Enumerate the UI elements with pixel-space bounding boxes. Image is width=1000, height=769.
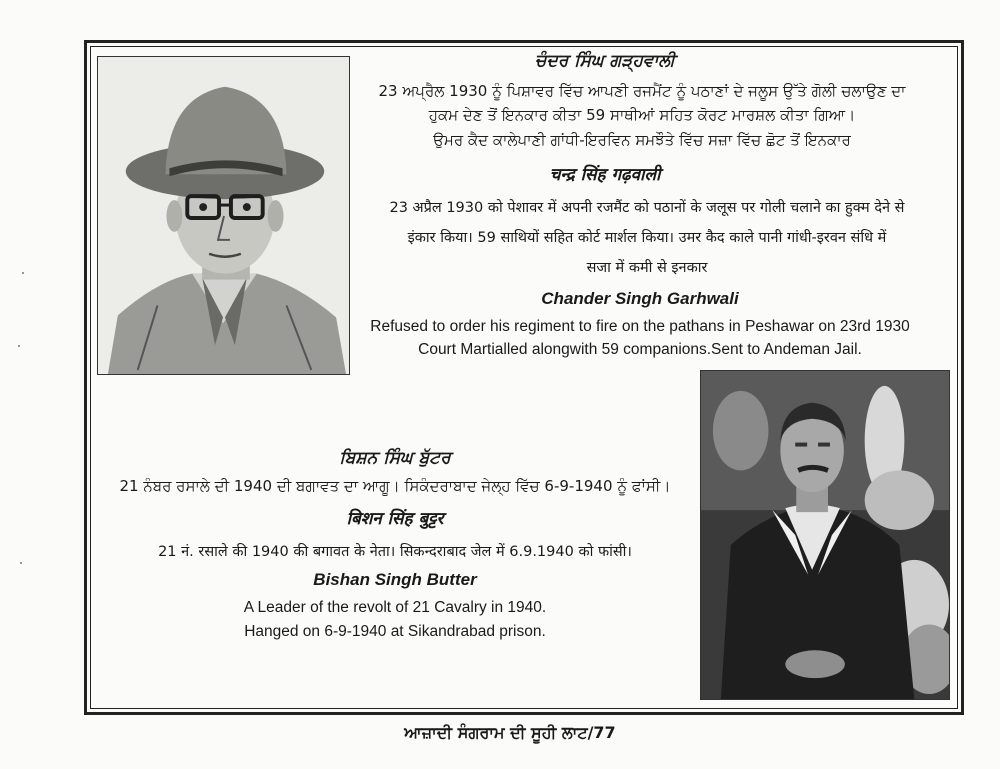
portrait-photo-image (701, 371, 949, 699)
english-text-line: Hanged on 6-9-1940 at Sikandrabad prison. (244, 623, 546, 640)
hindi-text-line: सजा में कमी से इनकार (586, 260, 708, 276)
hindi-text-line: 23 अप्रैल 1930 को पेशावर में अपनी रजमैंट को पठानों के जलूस पर गोली चलाने का हुक्म देने से (389, 200, 905, 216)
punjabi-text-line: ਹੁਕਮ ਦੇਣ ਤੋਂ ਇਨਕਾਰ ਕੀਤਾ 59 ਸਾਥੀਆਂ ਸਹਿਤ ਕੋਰਟ ਮਾਰਸ਼ਲ ਕੀਤਾ ਗਿਆ। (428, 106, 856, 124)
scan-speck (20, 562, 22, 564)
english-text-line: A Leader of the revolt of 21 Cavalry in 1940. (243, 599, 547, 616)
punjabi-name-chander: ਚੰਦਰ ਸਿੰਘ ਗੜ੍ਹਵਾਲੀ (534, 51, 676, 71)
portrait-sketch-image (98, 57, 349, 374)
punjabi-text-line: 23 ਅਪ੍ਰੈਲ 1930 ਨੂੰ ਪਿਸ਼ਾਵਰ ਵਿੱਚ ਆਪਣੀ ਰਜਮੈਂਟ ਨੂੰ ਪਠਾਣਾਂ ਦੇ ਜਲੂਸ ਉੱਤੇ ਗੋਲੀ ਚਲਾਉਣ ਦਾ (378, 82, 906, 100)
hindi-text-line: 21 नं. रसाले की 1940 की बगावत के नेता। सिकन्दराबाद जेल में 6.9.1940 को फांसी। (158, 544, 632, 560)
punjabi-text-line: ਉਮਰ ਕੈਦ ਕਾਲੇਪਾਣੀ ਗਾਂਧੀ-ਇਰਵਿਨ ਸਮਝੌਤੇ ਵਿੱਚ ਸਜ਼ਾ ਵਿੱਚ ਛੋਟ ਤੋਂ ਇਨਕਾਰ (433, 131, 851, 149)
english-name-bishan: Bishan Singh Butter (313, 570, 477, 589)
hindi-text-line: इंकार किया। 59 साथियों सहित कोर्ट मार्शल किया। उमर कैद काले पानी गांधी-इरवन संधि में (407, 230, 887, 246)
portrait-bishan-singh (700, 370, 950, 700)
english-text-line: Court Martialled alongwith 59 companions.Sent to Andeman Jail. (418, 341, 862, 358)
english-name-chander: Chander Singh Garhwali (541, 289, 739, 308)
punjabi-text-line: 21 ਨੰਬਰ ਰਸਾਲੇ ਦੀ 1940 ਦੀ ਬਗਾਵਤ ਦਾ ਆਗੂ। ਸਿਕੰਦਰਾਬਾਦ ਜੇਲ੍ਹ ਵਿੱਚ 6-9-1940 ਨੂੰ ਫਾਂਸੀ। (119, 477, 671, 495)
english-text-line: Refused to order his regiment to fire on the pathans in Peshawar on 23rd 1930 (370, 318, 910, 335)
page-footer: ਆਜ਼ਾਦੀ ਸੰਗਰਾਮ ਦੀ ਸੂਹੀ ਲਾਟ/77 (404, 723, 616, 742)
punjabi-name-bishan: ਬਿਸ਼ਨ ਸਿੰਘ ਬੁੱਟਰ (339, 448, 451, 468)
scan-speck (18, 345, 20, 347)
hindi-name-bishan: बिशन सिंह बुट्टर (346, 509, 444, 529)
hindi-name-chander: चन्द्र सिंह गढ़वाली (549, 165, 661, 185)
portrait-chander-singh (97, 56, 350, 375)
scan-speck (22, 272, 24, 274)
